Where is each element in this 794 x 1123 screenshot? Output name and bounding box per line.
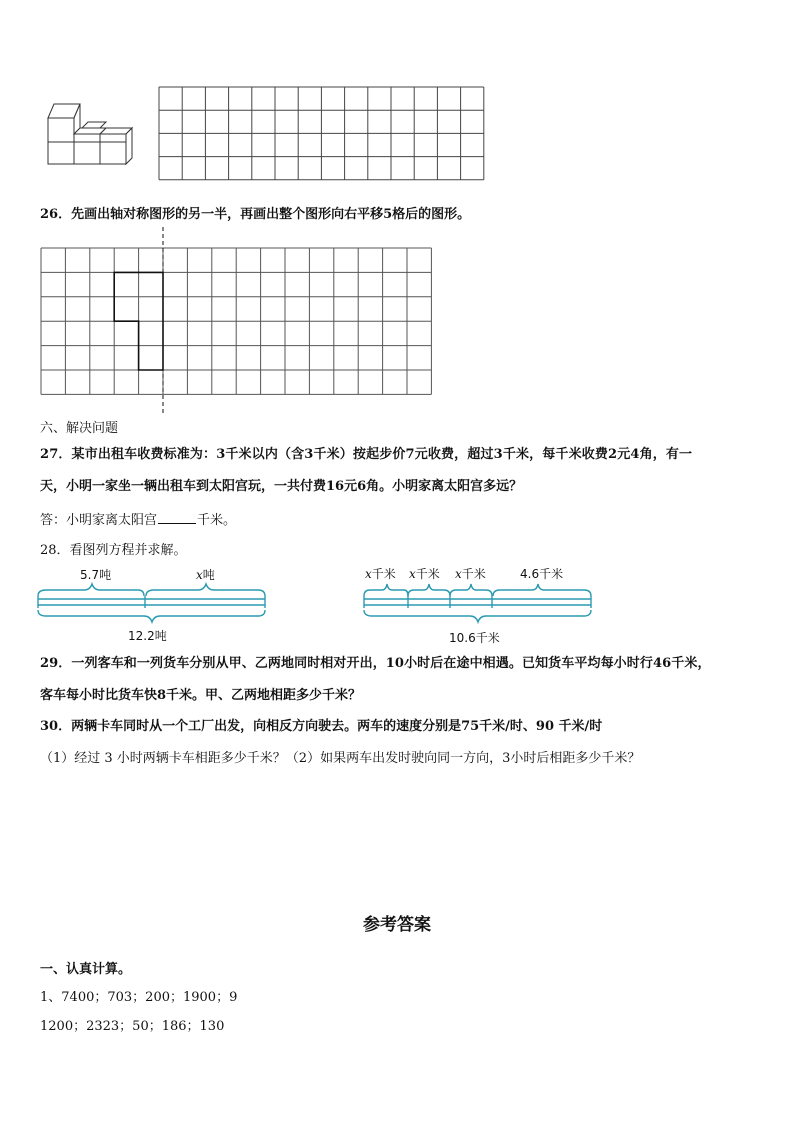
d1-top-left-label: 5.7吨: [80, 568, 112, 582]
d1-unit: 吨: [202, 568, 215, 582]
d2-seg2-unit: 千米: [415, 567, 440, 581]
answer-section-1: 一、认真计算。: [40, 962, 132, 977]
d2-seg1-unit: 千米: [371, 567, 396, 581]
q28-text: 28．看图列方程并求解。: [40, 543, 187, 558]
d2-bottom-label: 10.6千米: [449, 631, 500, 645]
q27-answer-suffix: 千米。: [197, 513, 237, 528]
q30-line2: （1）经过 3 小时两辆卡车相距多少千米？（2）如果两车出发时驶向同一方向，3小时后相距多少千米？: [40, 751, 641, 766]
d1-var: x: [196, 568, 203, 582]
section-6-heading: 六、解决问题: [40, 421, 119, 436]
d1-bottom-label: 12.2吨: [128, 629, 167, 643]
answer-blank[interactable]: [158, 512, 196, 524]
q27-answer: [40, 512, 236, 527]
answer-line-2: 1200；2323；50；186；130: [40, 1019, 225, 1034]
d2-seg2-label: [409, 568, 440, 580]
q26-text: 26．先画出轴对称图形的另一半，再画出整个图形向右平移5格后的图形。: [40, 207, 471, 222]
q27-line1: 27．某市出租车收费标准为：3千米以内（含3千米）按起步价7元收费，超过3千米，每千米收费2元4角，有一: [40, 447, 693, 462]
d2-seg3-unit: 千米: [461, 567, 486, 581]
d2-seg1-var: x: [365, 567, 372, 581]
segment-diagram-1: [36, 582, 270, 628]
q29-line1: 29．一列客车和一列货车分别从甲、乙两地同时相对开出，10小时后在途中相遇。已知货车平均每小时行46千米，: [40, 656, 711, 671]
d2-seg3-label: [455, 568, 486, 580]
square-grid-q26: [40, 247, 434, 417]
segment-diagram-2: [362, 582, 596, 628]
q29-line2: 客车每小时比货车快8千米。甲、乙两地相距多少千米？: [40, 688, 362, 703]
d2-seg3-var: x: [455, 567, 462, 581]
square-grid-top: [158, 86, 488, 192]
cube-stack-figure: [44, 100, 136, 166]
answer-key-title: 参考答案: [363, 915, 431, 935]
q30-line1: 30．两辆卡车同时从一个工厂出发，向相反方向驶去。两车的速度分别是75千米/时、90 千米/时: [40, 719, 603, 734]
d2-last-seg-label: 4.6千米: [520, 567, 564, 581]
q27-line2: 天，小明一家坐一辆出租车到太阳宫玩，一共付费16元6角。小明家离太阳宫多远？: [40, 479, 523, 494]
d2-seg2-var: x: [409, 567, 416, 581]
d1-top-right-label: [196, 569, 215, 581]
answer-line-1: 1、7400；703；200；1900；9: [40, 990, 238, 1005]
d2-seg1-label: [365, 568, 396, 580]
q27-answer-prefix: 答：小明家离太阳宫: [40, 513, 158, 528]
